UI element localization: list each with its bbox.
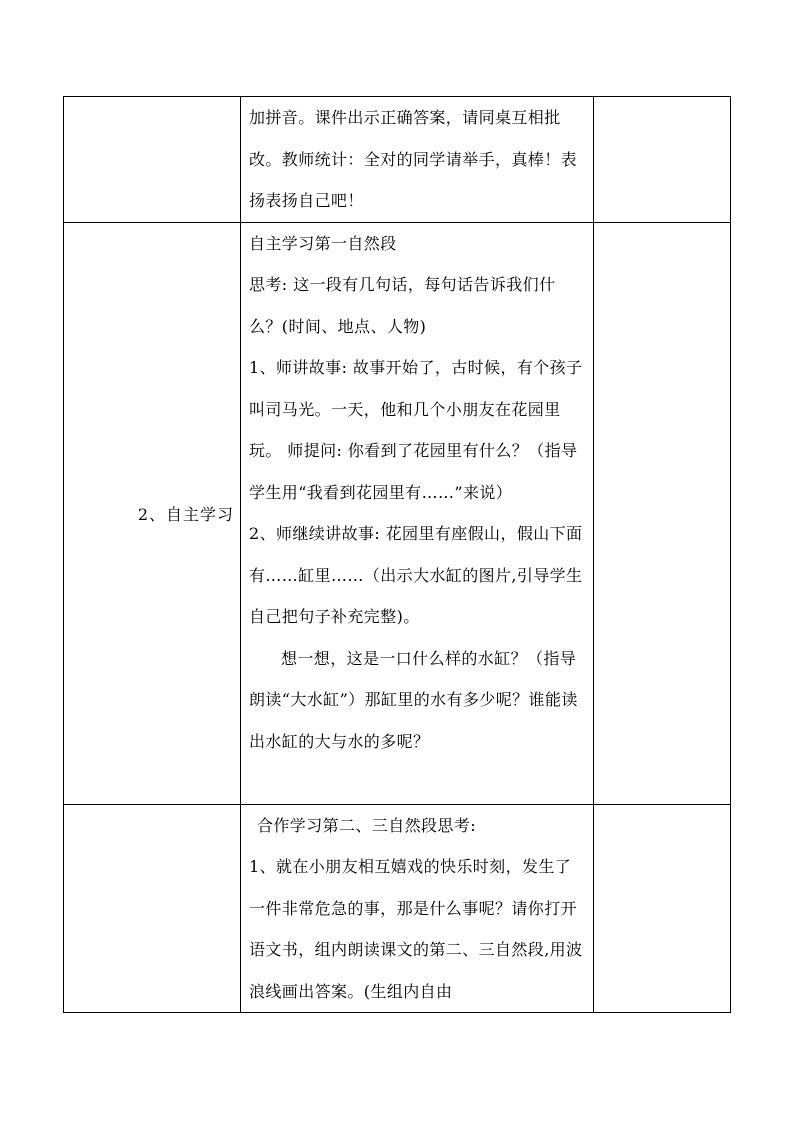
content-paragraph: 2、师继续讲故事: 花园里有座假山，假山下面有……缸里……（出示大水缸的图片,引导学生自己把句子补充完整)。 xyxy=(249,524,583,626)
content-paragraph: 1、就在小朋友相互嬉戏的快乐时刻，发生了一件非常危急的事，那是什么事呢？请你打开语文书，组内朗读课文的第二、三自然段,用波浪线画出答案。(生组内自由 xyxy=(249,857,583,1001)
content-paragraph: 加拼音。课件出示正确答案，请同桌互相批改。教师统计：全对的同学请举手，真棒！表扬表扬自己吧！ xyxy=(249,108,578,210)
content-paragraph: 自主学习第一自然段 xyxy=(249,233,397,253)
section-label: 2、自主学习 xyxy=(137,504,234,524)
lesson-plan-table xyxy=(63,96,731,1013)
table-row xyxy=(64,804,731,1013)
row-label-cell xyxy=(64,97,241,223)
row-content-cell xyxy=(241,97,594,223)
row-notes-cell xyxy=(594,804,731,1013)
row-content-cell xyxy=(241,222,594,804)
content-paragraph: 1、师讲故事: 故事开始了，古时候，有个孩子叫司马光。一天，他和几个小朋友在花园里玩。 师提问: 你看到了花园里有什么？（指导学生用“我看到花园里有……”来说） xyxy=(249,358,583,502)
table-row xyxy=(64,222,731,804)
row-label-cell xyxy=(64,804,241,1013)
row-notes-cell xyxy=(594,97,731,223)
row-notes-cell xyxy=(594,222,731,804)
content-paragraph: 合作学习第二、三自然段思考: xyxy=(257,815,476,835)
row-content-cell xyxy=(241,804,594,1013)
table-row xyxy=(64,97,731,223)
content-paragraph: 想一想，这是一口什么样的水缸？（指导朗读“大水缸”）那缸里的水有多少呢？谁能读出水缸的大与水的多呢？ xyxy=(249,648,578,751)
content-paragraph: 思考: 这一段有几句话，每句话告诉我们什么？(时间、地点、人物) xyxy=(249,275,556,336)
row-label-cell xyxy=(64,222,241,804)
